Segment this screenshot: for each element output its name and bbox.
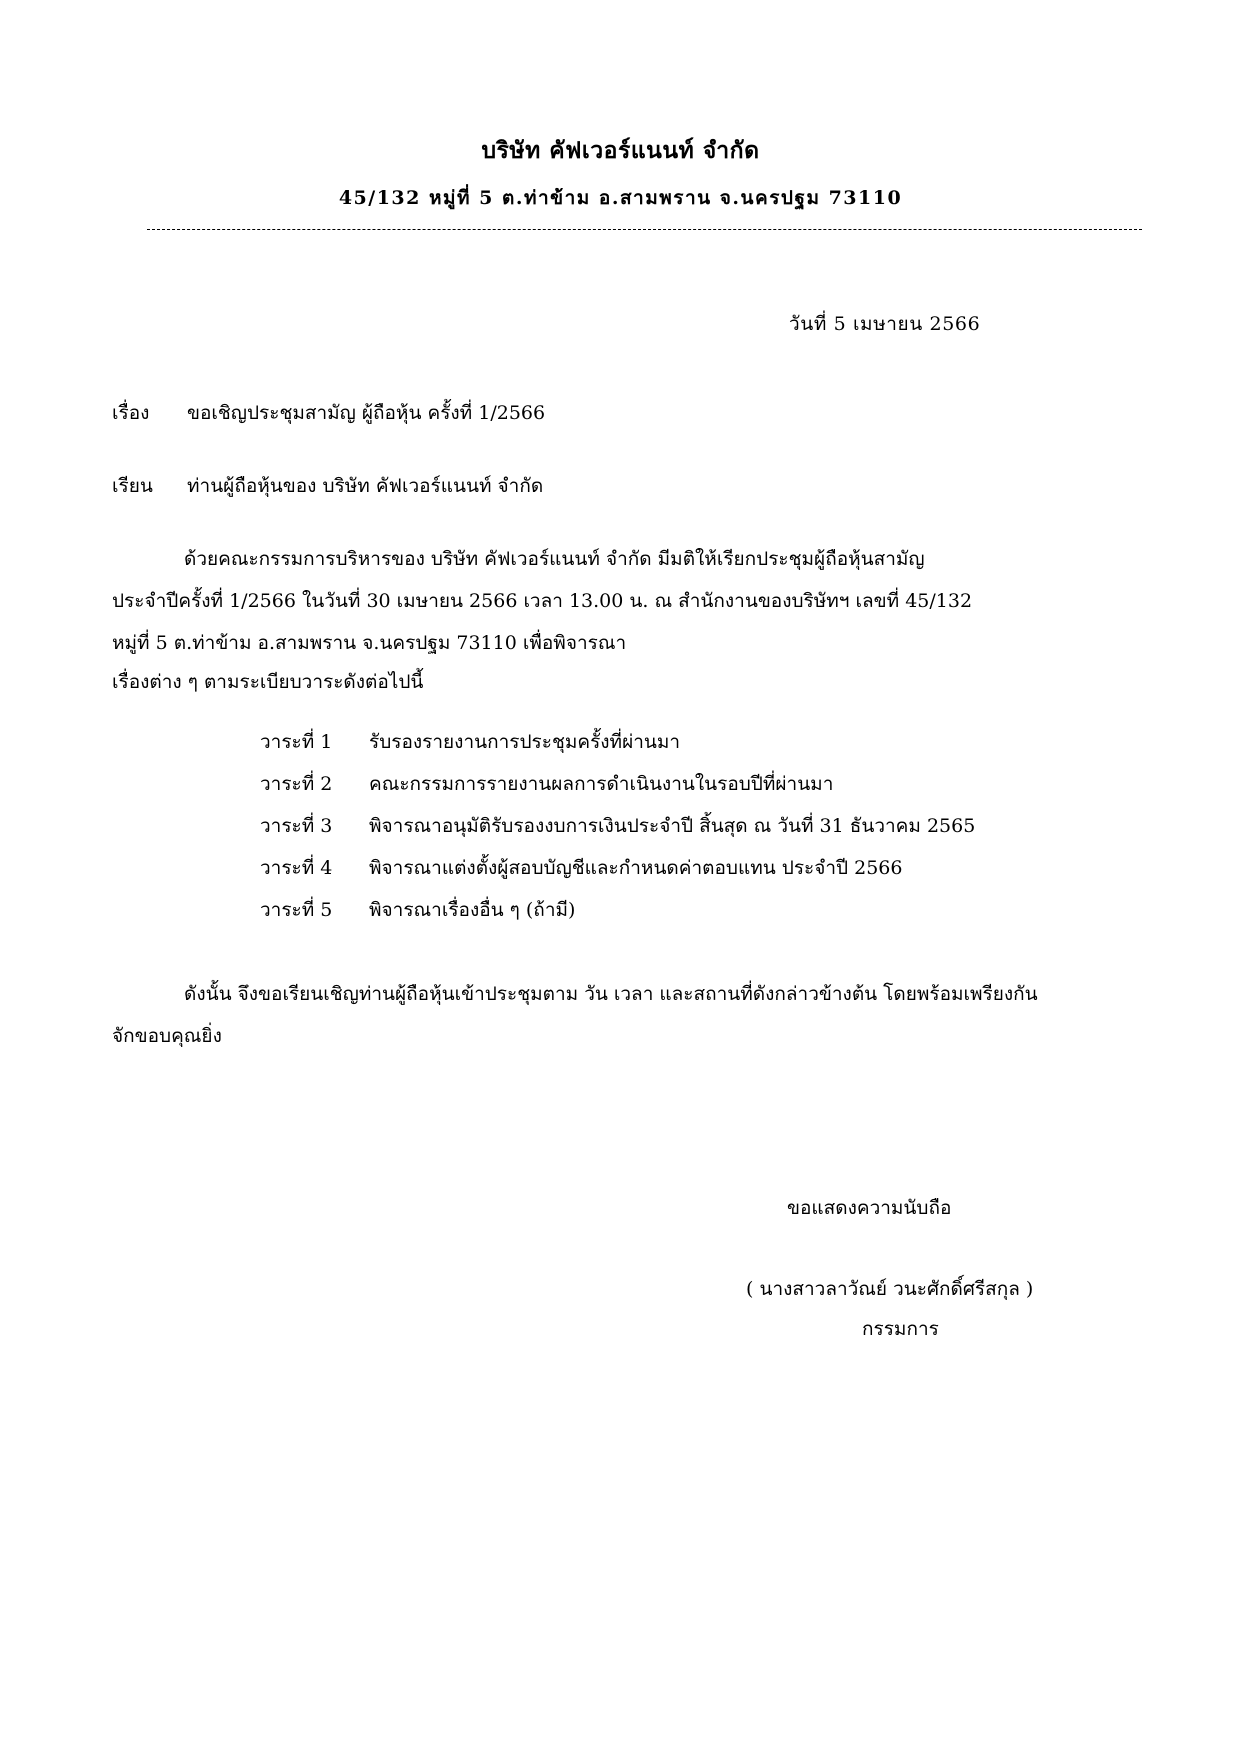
company-address: 45/132 หมู่ที่ 5 ต.ท่าข้าม อ.สามพราน จ.นครปฐม 73110 (338, 187, 903, 209)
header-divider (147, 229, 1142, 230)
subject-label: เรื่อง (112, 402, 150, 424)
company-name: บริษัท คัฟเวอร์แนนท์ จำกัด (481, 137, 760, 164)
agenda-text: พิจารณาแต่งตั้งผู้สอบบัญชีและกำหนดค่าตอบแทน ประจำปี 2566 (369, 857, 903, 879)
agenda-text: รับรองรายงานการประชุมครั้งที่ผ่านมา (369, 731, 681, 753)
paragraph1-line: หมู่ที่ 5 ต.ท่าข้าม อ.สามพราน จ.นครปฐม 73110 เพื่อพิจารณา (112, 632, 627, 654)
signer-title: กรรมการ (862, 1318, 939, 1340)
paragraph1-line: ด้วยคณะกรรมการบริหารของ บริษัท คัฟเวอร์แนนท์ จำกัด มีมติให้เรียกประชุมผู้ถือหุ้นสามัญ (184, 548, 925, 570)
paragraph1-line: ประจำปีครั้งที่ 1/2566 ในวันที่ 30 เมษายน 2566 เวลา 13.00 น. ณ สำนักงานของบริษัทฯ เลขที่ 45/132 (112, 590, 973, 612)
signer-name: ( นางสาวลาวัณย์ วนะศักดิ์ศรีสกุล ) (746, 1278, 1034, 1300)
agenda-number: วาระที่ 1 (260, 731, 333, 753)
recipient-label: เรียน (112, 475, 153, 497)
agenda-number: วาระที่ 5 (260, 899, 333, 921)
subject-text: ขอเชิญประชุมสามัญ ผู้ถือหุ้น ครั้งที่ 1/2566 (187, 402, 546, 424)
paragraph2-line: ดังนั้น จึงขอเรียนเชิญท่านผู้ถือหุ้นเข้าประชุมตาม วัน เวลา และสถานที่ดังกล่าวข้างต้น โดยพร้อมเพรียงกัน (184, 983, 1038, 1005)
paragraph1-line: เรื่องต่าง ๆ ตามระเบียบวาระดังต่อไปนี้ (112, 671, 424, 693)
recipient-text: ท่านผู้ถือหุ้นของ บริษัท คัฟเวอร์แนนท์ จำกัด (187, 475, 544, 497)
paragraph2-line: จักขอบคุณยิ่ง (112, 1025, 222, 1047)
agenda-number: วาระที่ 3 (260, 815, 333, 837)
closing-phrase: ขอแสดงความนับถือ (787, 1197, 952, 1219)
letter-date: วันที่ 5 เมษายน 2566 (789, 313, 981, 335)
agenda-number: วาระที่ 4 (260, 857, 333, 879)
agenda-text: พิจารณาเรื่องอื่น ๆ (ถ้ามี) (369, 899, 576, 921)
agenda-text: คณะกรรมการรายงานผลการดำเนินงานในรอบปีที่ผ่านมา (369, 773, 834, 795)
agenda-number: วาระที่ 2 (260, 773, 333, 795)
agenda-text: พิจารณาอนุมัติรับรองงบการเงินประจำปี สิ้นสุด ณ วันที่ 31 ธันวาคม 2565 (369, 815, 976, 837)
